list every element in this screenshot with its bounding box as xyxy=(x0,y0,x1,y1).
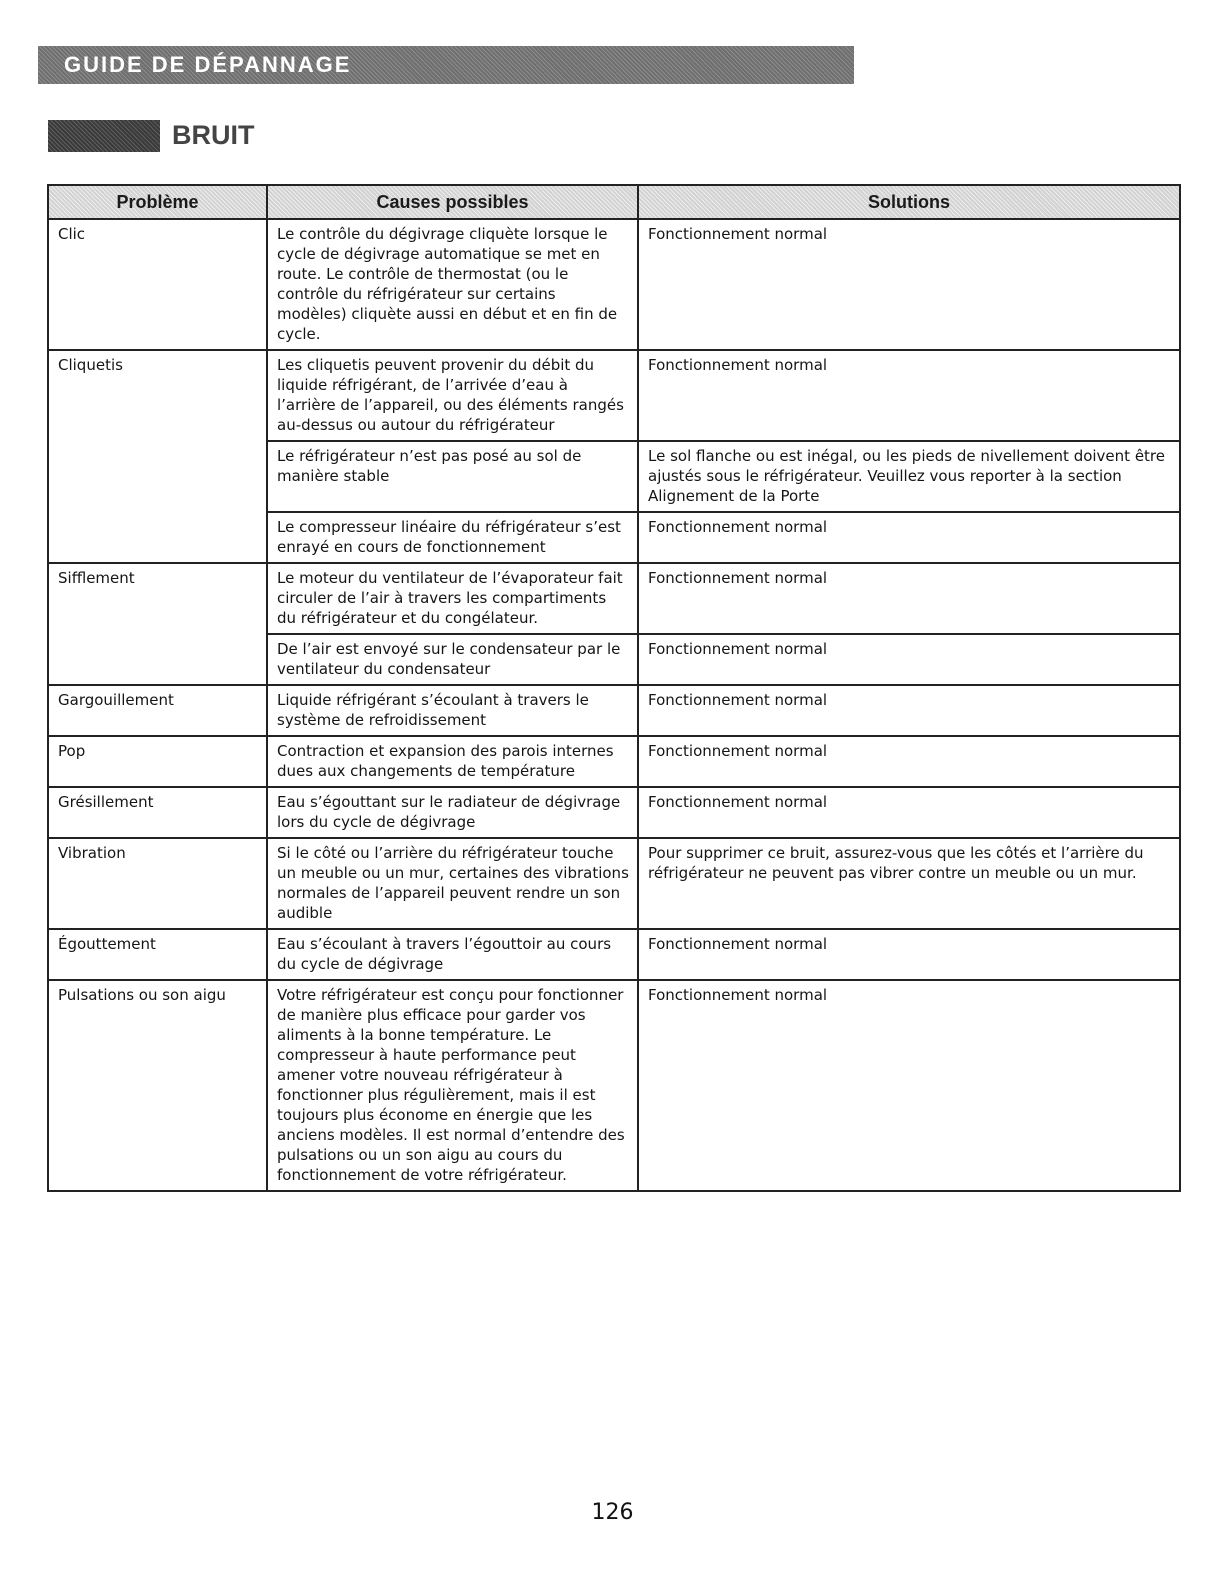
table-row xyxy=(48,736,1180,787)
table-row xyxy=(48,219,1180,350)
solution-cell: Fonctionnement normal xyxy=(638,980,1180,1191)
table-body xyxy=(48,219,1180,1191)
table-row xyxy=(48,929,1180,980)
cause-cell: Le compresseur linéaire du réfrigérateur s’est enrayé en cours de fonctionnement xyxy=(267,512,638,563)
solution-cell: Fonctionnement normal xyxy=(638,685,1180,736)
cause-cell: Eau s’égouttant sur le radiateur de dégivrage lors du cycle de dégivrage xyxy=(267,787,638,838)
troubleshooting-table xyxy=(47,184,1181,1192)
solution-cell: Fonctionnement normal xyxy=(638,350,1180,441)
column-header-probleme: Problème xyxy=(48,185,267,219)
page-number: 126 xyxy=(591,1500,634,1525)
problem-cell: Vibration xyxy=(48,838,267,929)
section-marker xyxy=(48,120,160,152)
table-row xyxy=(48,838,1180,929)
table-row xyxy=(48,685,1180,736)
solution-cell: Le sol flanche ou est inégal, ou les pieds de nivellement doivent être ajustés sous le réfrigérateur. Veuillez vous reporter à la section Alignement de la Porte xyxy=(638,441,1180,512)
cause-cell: Le contrôle du dégivrage cliquète lorsque le cycle de dégivrage automatique se met en route. Le contrôle de thermostat (ou le contrôle du réfrigérateur sur certains modèles) cliquète aussi en début et en fin de cycle. xyxy=(267,219,638,350)
solution-cell: Fonctionnement normal xyxy=(638,929,1180,980)
section-title: BRUIT xyxy=(172,120,255,150)
cause-cell: Liquide réfrigérant s’écoulant à travers le système de refroidissement xyxy=(267,685,638,736)
cause-cell: Les cliquetis peuvent provenir du débit du liquide réfrigérant, de l’arrivée d’eau à l’arrière de l’appareil, ou des éléments rangés au-dessus ou autour du réfrigérateur xyxy=(267,350,638,441)
problem-cell: Pop xyxy=(48,736,267,787)
solution-cell: Pour supprimer ce bruit, assurez-vous que les côtés et l’arrière du réfrigérateur ne peuvent pas vibrer contre un meuble ou un mur. xyxy=(638,838,1180,929)
table-row xyxy=(48,787,1180,838)
problem-cell: Sifflement xyxy=(48,563,267,685)
problem-cell: Égouttement xyxy=(48,929,267,980)
table-row xyxy=(48,980,1180,1191)
solution-cell: Fonctionnement normal xyxy=(638,512,1180,563)
solution-cell: Fonctionnement normal xyxy=(638,736,1180,787)
problem-cell: Pulsations ou son aigu xyxy=(48,980,267,1191)
solution-cell: Fonctionnement normal xyxy=(638,563,1180,634)
cause-cell: Contraction et expansion des parois internes dues aux changements de température xyxy=(267,736,638,787)
solution-cell: Fonctionnement normal xyxy=(638,219,1180,350)
table-row xyxy=(48,350,1180,441)
problem-cell: Cliquetis xyxy=(48,350,267,563)
solution-cell: Fonctionnement normal xyxy=(638,787,1180,838)
cause-cell: Le moteur du ventilateur de l’évaporateur fait circuler de l’air à travers les compartiments du réfrigérateur et du congélateur. xyxy=(267,563,638,634)
table-header-row xyxy=(48,185,1180,219)
problem-cell: Grésillement xyxy=(48,787,267,838)
guide-banner: GUIDE DE DÉPANNAGE xyxy=(38,46,854,84)
problem-cell: Clic xyxy=(48,219,267,350)
column-header-solutions: Solutions xyxy=(638,185,1180,219)
solution-cell: Fonctionnement normal xyxy=(638,634,1180,685)
column-header-causes: Causes possibles xyxy=(267,185,638,219)
cause-cell: Eau s’écoulant à travers l’égouttoir au cours du cycle de dégivrage xyxy=(267,929,638,980)
table-row xyxy=(48,563,1180,634)
cause-cell: De l’air est envoyé sur le condensateur par le ventilateur du condensateur xyxy=(267,634,638,685)
problem-cell: Gargouillement xyxy=(48,685,267,736)
cause-cell: Si le côté ou l’arrière du réfrigérateur touche un meuble ou un mur, certaines des vibrations normales de l’appareil peuvent rendre un son audible xyxy=(267,838,638,929)
cause-cell: Votre réfrigérateur est conçu pour fonctionner de manière plus efficace pour garder vos aliments à la bonne température. Le compresseur à haute performance peut amener votre nouveau réfrigérateur à fonctionner plus régulièrement, mais il est toujours plus économe en énergie que les anciens modèles. Il est normal d’entendre des pulsations ou un son aigu au cours du fonctionnement de votre réfrigérateur. xyxy=(267,980,638,1191)
cause-cell: Le réfrigérateur n’est pas posé au sol de manière stable xyxy=(267,441,638,512)
